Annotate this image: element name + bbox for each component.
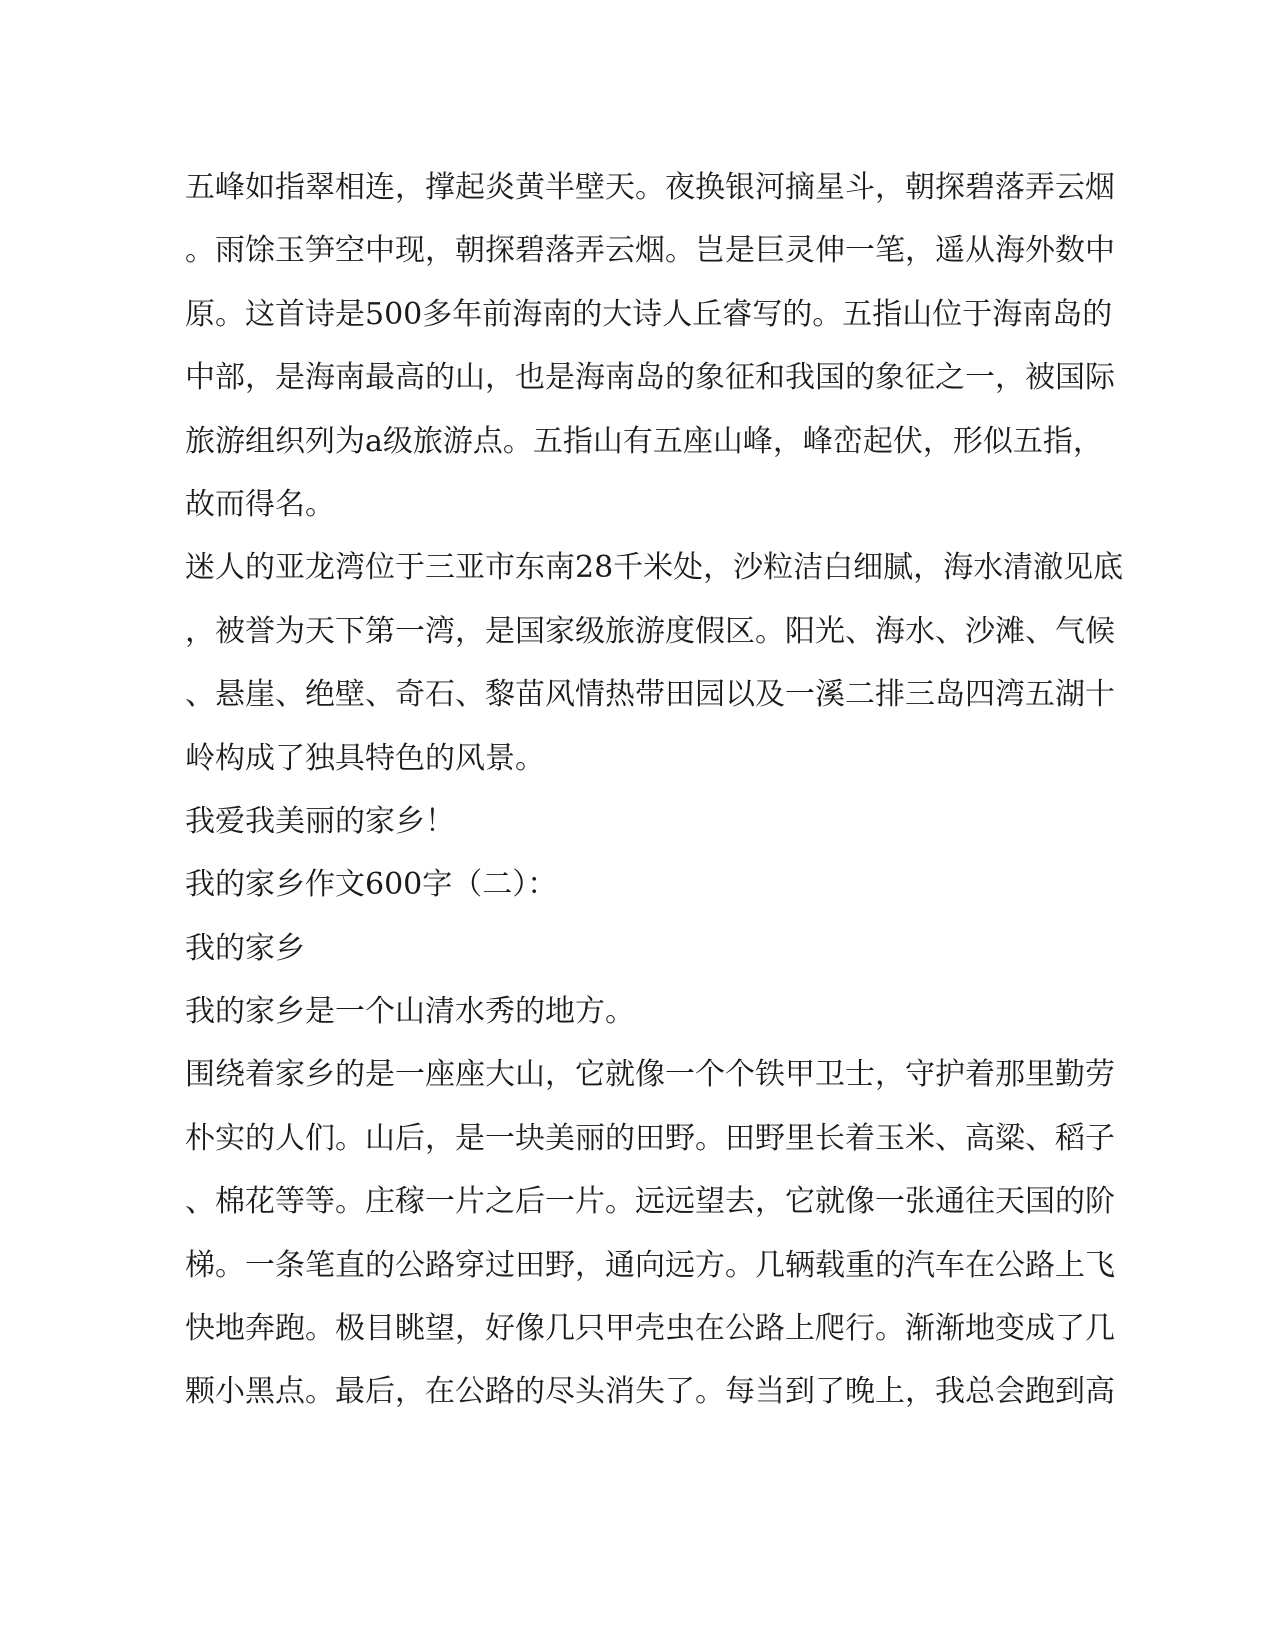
text-line: 迷人的亚龙湾位于三亚市东南28千米处，沙粒洁白细腻，海水清澈见底 xyxy=(185,550,1124,586)
text-line: 、棉花等等。庄稼一片之后一片。远远望去，它就像一张通往天国的阶 xyxy=(185,1184,1115,1220)
text-line: 。雨馀玉笋空中现，朝探碧落弄云烟。岂是巨灵伸一笔，遥从海外数中 xyxy=(185,233,1115,269)
text-line: 五峰如指翠相连，撑起炎黄半壁天。夜换银河摘星斗，朝探碧落弄云烟 xyxy=(185,170,1115,205)
text-line: 围绕着家乡的是一座座大山，它就像一个个铁甲卫士，守护着那里勤劳 xyxy=(185,1057,1115,1093)
text-line: 岭构成了独具特色的风景。 xyxy=(185,740,545,776)
text-line: 快地奔跑。极目眺望，好像几只甲壳虫在公路上爬行。渐渐地变成了几 xyxy=(185,1311,1115,1347)
text-line: 旅游组织列为a级旅游点。五指山有五座山峰，峰峦起伏，形似五指， xyxy=(185,423,1103,459)
text-line: 我的家乡是一个山清水秀的地方。 xyxy=(185,994,635,1030)
document-body xyxy=(185,156,1124,1424)
text-line: 故而得名。 xyxy=(185,486,335,522)
section-heading: 我的家乡作文600字（二）： xyxy=(185,867,558,903)
text-line: 原。这首诗是500多年前海南的大诗人丘睿写的。五指山位于海南岛的 xyxy=(185,296,1113,332)
text-line: 朴实的人们。山后，是一块美丽的田野。田野里长着玉米、高粱、稻子 xyxy=(185,1120,1115,1156)
text-line: 我爱我美丽的家乡！ xyxy=(185,803,455,839)
text-line: ，被誉为天下第一湾，是国家级旅游度假区。阳光、海水、沙滩、气候 xyxy=(185,613,1115,649)
essay-title: 我的家乡 xyxy=(185,930,305,966)
text-line: 中部，是海南最高的山，也是海南岛的象征和我国的象征之一，被国际 xyxy=(185,360,1115,396)
text-line: 、悬崖、绝壁、奇石、黎苗风情热带田园以及一溪二排三岛四湾五湖十 xyxy=(185,677,1115,713)
text-line: 颗小黑点。最后，在公路的尽头消失了。每当到了晚上，我总会跑到高 xyxy=(185,1374,1115,1410)
text-line: 梯。一条笔直的公路穿过田野，通向远方。几辆载重的汽车在公路上飞 xyxy=(185,1247,1115,1283)
